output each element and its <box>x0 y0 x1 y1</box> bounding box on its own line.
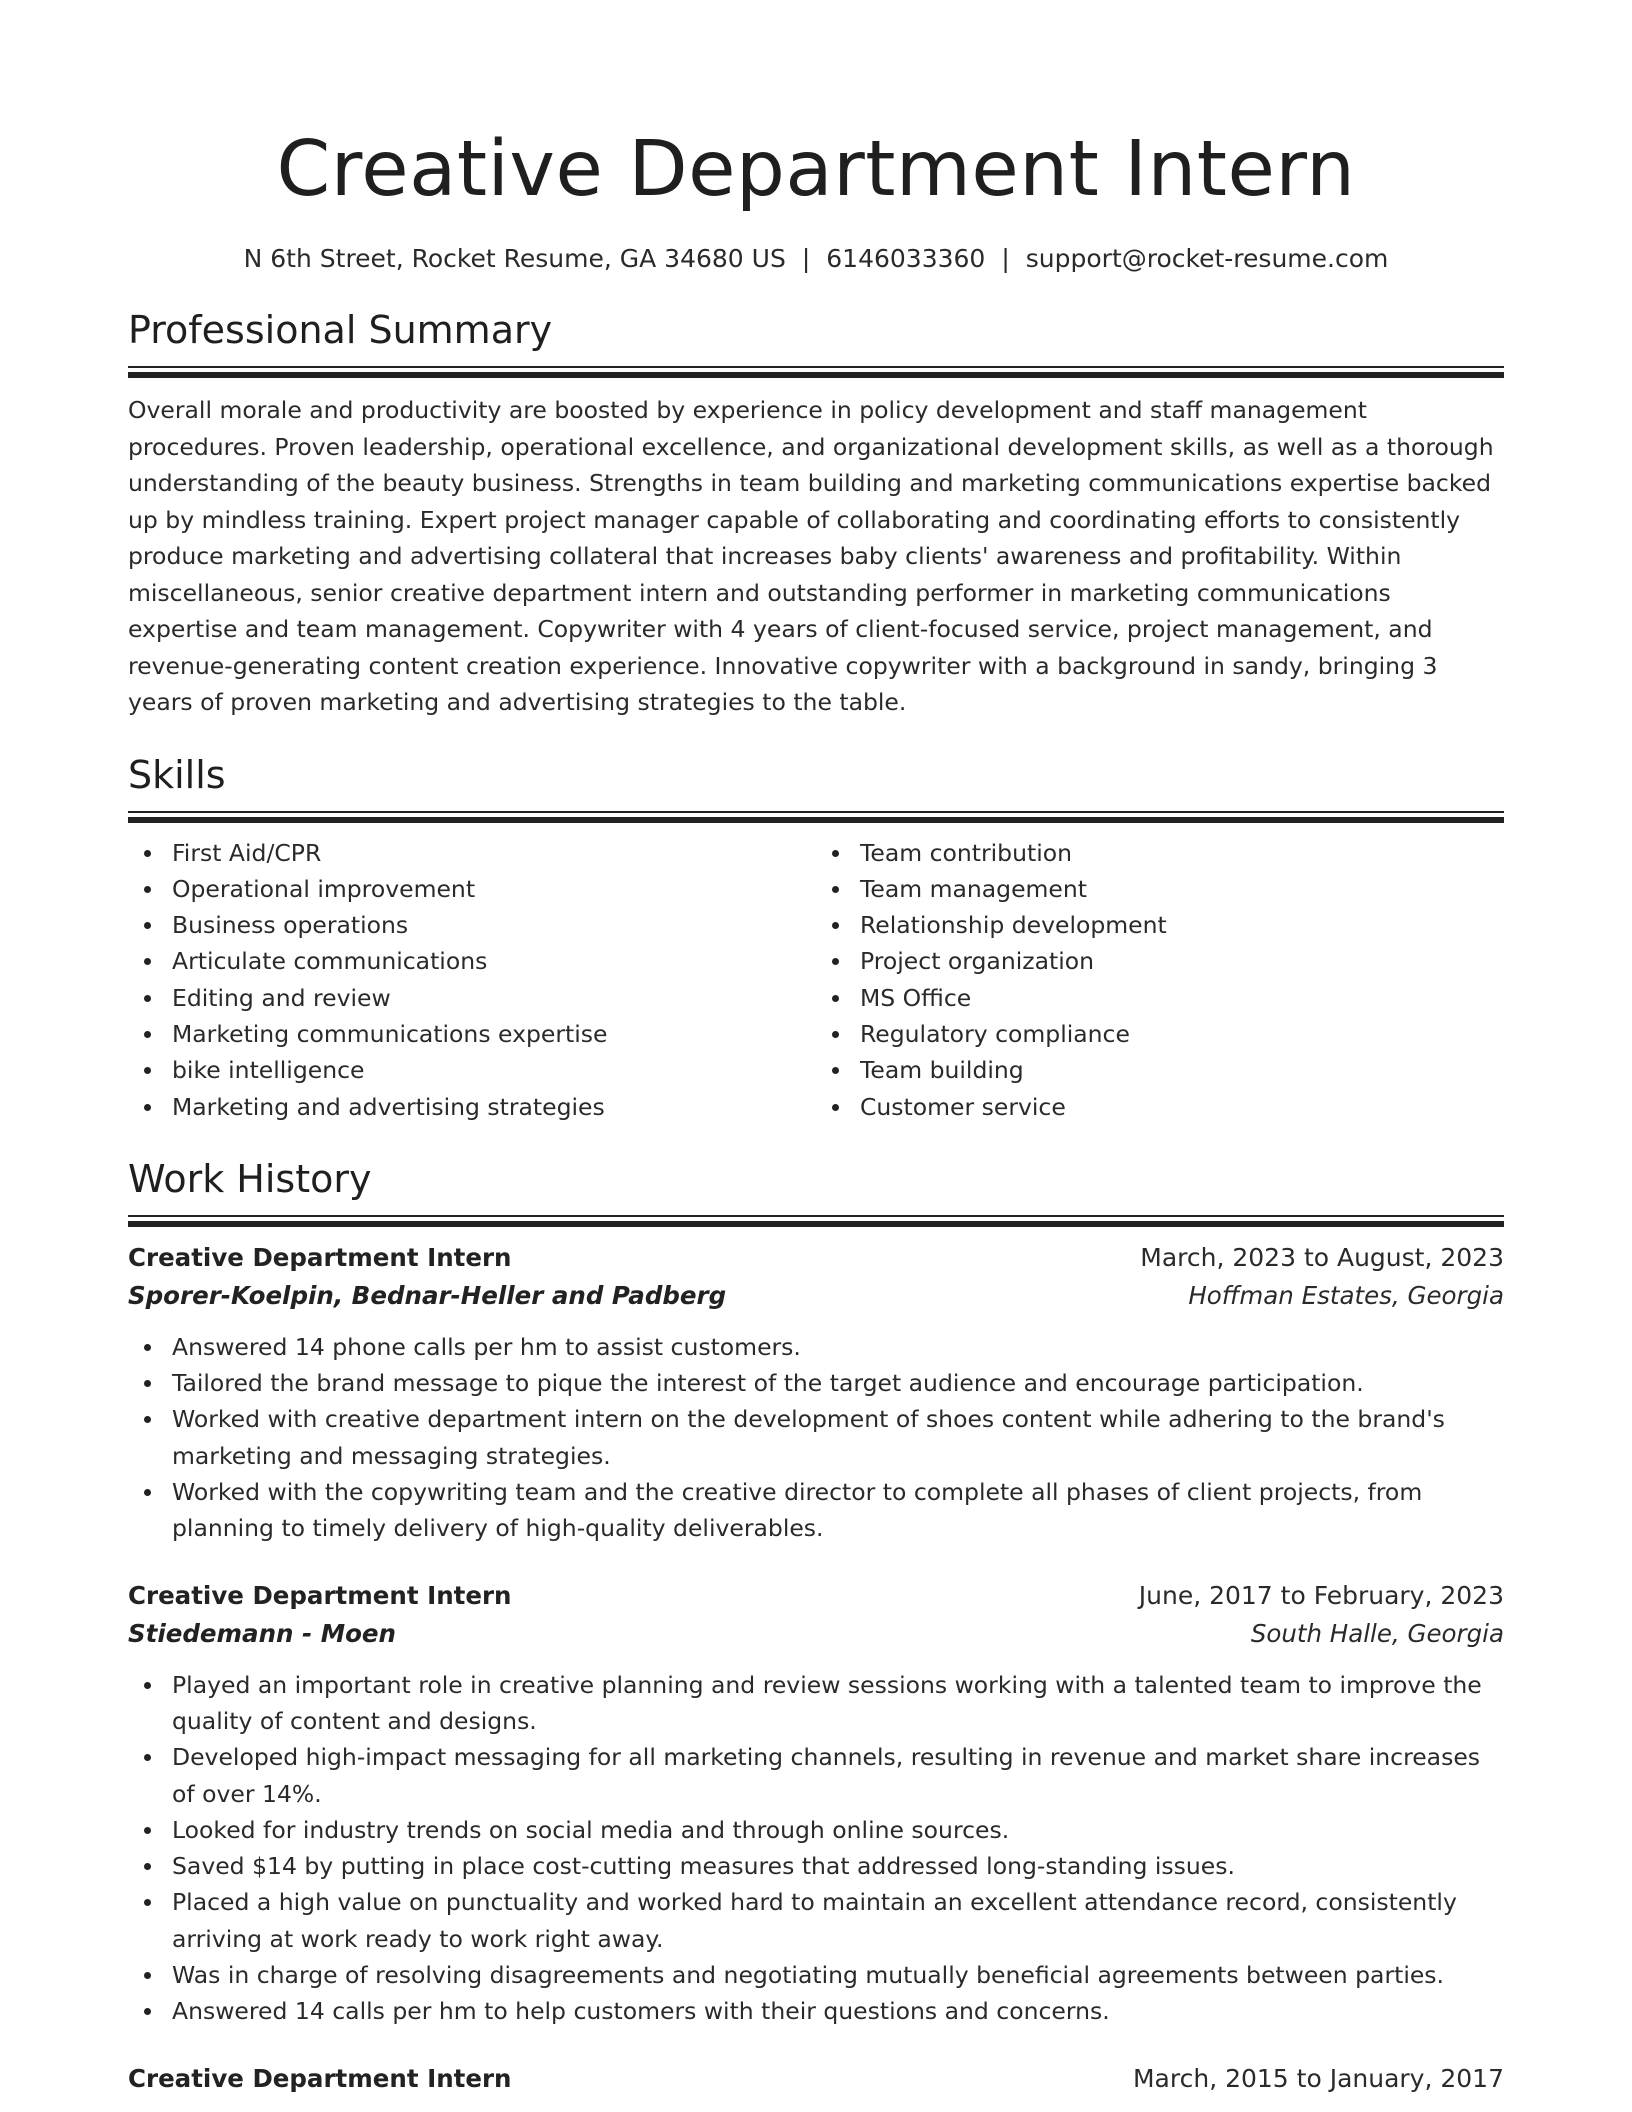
job-header-row <box>128 1239 1504 1277</box>
skill-item: Articulate communications <box>172 943 816 979</box>
skill-item: bike intelligence <box>172 1052 816 1088</box>
job-bullets <box>128 1329 1504 1547</box>
job-bullet: Tailored the brand message to pique the interest of the target audience and encourage participation. <box>172 1365 1504 1401</box>
job-location: Hoffman Estates, Georgia <box>1188 1280 1504 1310</box>
skills-grid <box>128 835 1504 1125</box>
section-heading: Skills <box>128 752 226 797</box>
job-bullet: Was in charge of resolving disagreements and negotiating mutually beneficial agreements between parties. <box>172 1957 1504 1993</box>
job-company-row <box>128 1277 1504 1315</box>
job-bullet: Placed a high value on punctuality and worked hard to maintain an excellent attendance record, consistently arriving at work ready to work right away. <box>172 1884 1504 1957</box>
skill-item: Customer service <box>860 1089 1504 1125</box>
job-bullet: Worked with creative department intern on the development of shoes content while adhering to the brand's marketing and messaging strategies. <box>172 1401 1504 1474</box>
skill-item: Team building <box>860 1052 1504 1088</box>
contact-email: support@rocket-resume.com <box>1025 244 1389 273</box>
skill-item: Regulatory compliance <box>860 1016 1504 1052</box>
job-location: South Halle, Georgia <box>1250 1618 1504 1648</box>
contact-address: N 6th Street, Rocket Resume, GA 34680 US <box>243 244 786 273</box>
skill-item: Editing and review <box>172 980 816 1016</box>
skill-item: Marketing and advertising strategies <box>172 1089 816 1125</box>
job-bullet: Answered 14 phone calls per hm to assist customers. <box>172 1329 1504 1365</box>
skills-column-left <box>128 835 816 1125</box>
skill-item: First Aid/CPR <box>172 835 816 871</box>
summary-text: Overall morale and productivity are boosted by experience in policy development and staff management procedures. Proven leadership, operational excellence, and organizational development skills, as well as a thorough understanding of the beauty business. Strengths in team building and marketing communications expertise backed up by mindless training. Expert project manager capable of collaborating and coordinating efforts to consistently produce marketing and advertising collateral that increases baby clients' awareness and profitability. Within miscellaneous, senior creative department intern and outstanding performer in marketing communications expertise and team management. Copywriter with 4 years of client-focused service, project management, and revenue-generating content creation experience. Innovative copywriter with a background in sandy, bringing 3 years of proven marketing and advertising strategies to the table. <box>128 396 1494 716</box>
job-dates: March, 2015 to January, 2017 <box>1132 2063 1504 2093</box>
resume-page <box>128 0 1504 2098</box>
contact-phone: 6146033360 <box>826 244 986 273</box>
job-entry <box>128 2060 1504 2098</box>
job-company-row <box>128 1615 1504 1653</box>
job-header-row <box>128 1577 1504 1615</box>
work-history-section <box>128 1155 1504 2098</box>
skill-item: Operational improvement <box>172 871 816 907</box>
job-bullets <box>128 1667 1504 2030</box>
skill-item: Marketing communications expertise <box>172 1016 816 1052</box>
contact-separator: | <box>1001 244 1010 273</box>
section-heading: Professional Summary <box>128 308 553 352</box>
job-bullet: Developed high-impact messaging for all marketing channels, resulting in revenue and market share increases of over 14%. <box>172 1739 1504 1812</box>
job-dates: March, 2023 to August, 2023 <box>1140 1242 1504 1272</box>
section-heading: Work History <box>128 1156 372 1201</box>
professional-summary-section <box>128 306 1504 721</box>
job-title: Creative Department Intern <box>128 1580 512 1610</box>
resume-title: Creative Department Intern <box>276 125 1356 214</box>
contact-line <box>128 242 1504 276</box>
job-company: Sporer-Koelpin, Bednar-Heller and Padberg <box>128 1280 727 1310</box>
job-company: Stiedemann - Moen <box>128 1618 396 1648</box>
job-bullet: Looked for industry trends on social media and through online sources. <box>172 1812 1504 1848</box>
job-bullet: Saved $14 by putting in place cost-cutting measures that addressed long-standing issues. <box>172 1848 1504 1884</box>
skill-item: MS Office <box>860 980 1504 1016</box>
job-entry <box>128 1577 1504 2030</box>
section-divider <box>128 366 1504 368</box>
skill-item: Project organization <box>860 943 1504 979</box>
skill-item: Team management <box>860 871 1504 907</box>
section-divider <box>128 1215 1504 1217</box>
job-title: Creative Department Intern <box>128 1242 512 1272</box>
section-divider <box>128 811 1504 813</box>
job-entry <box>128 1239 1504 1547</box>
job-bullet: Answered 14 calls per hm to help customers with their questions and concerns. <box>172 1993 1504 2029</box>
skill-item: Team contribution <box>860 835 1504 871</box>
job-title: Creative Department Intern <box>128 2063 512 2093</box>
skills-column-right <box>816 835 1504 1125</box>
contact-separator: | <box>801 244 811 273</box>
skill-item: Relationship development <box>860 907 1504 943</box>
job-dates: June, 2017 to February, 2023 <box>1138 1580 1504 1610</box>
job-bullet: Played an important role in creative planning and review sessions working with a talented team to improve the quality of content and designs. <box>172 1667 1504 1740</box>
job-bullet: Worked with the copywriting team and the creative director to complete all phases of client projects, from planning to timely delivery of high-quality deliverables. <box>172 1474 1504 1547</box>
skills-section <box>128 751 1504 1125</box>
skill-item: Business operations <box>172 907 816 943</box>
job-header-row <box>128 2060 1504 2098</box>
